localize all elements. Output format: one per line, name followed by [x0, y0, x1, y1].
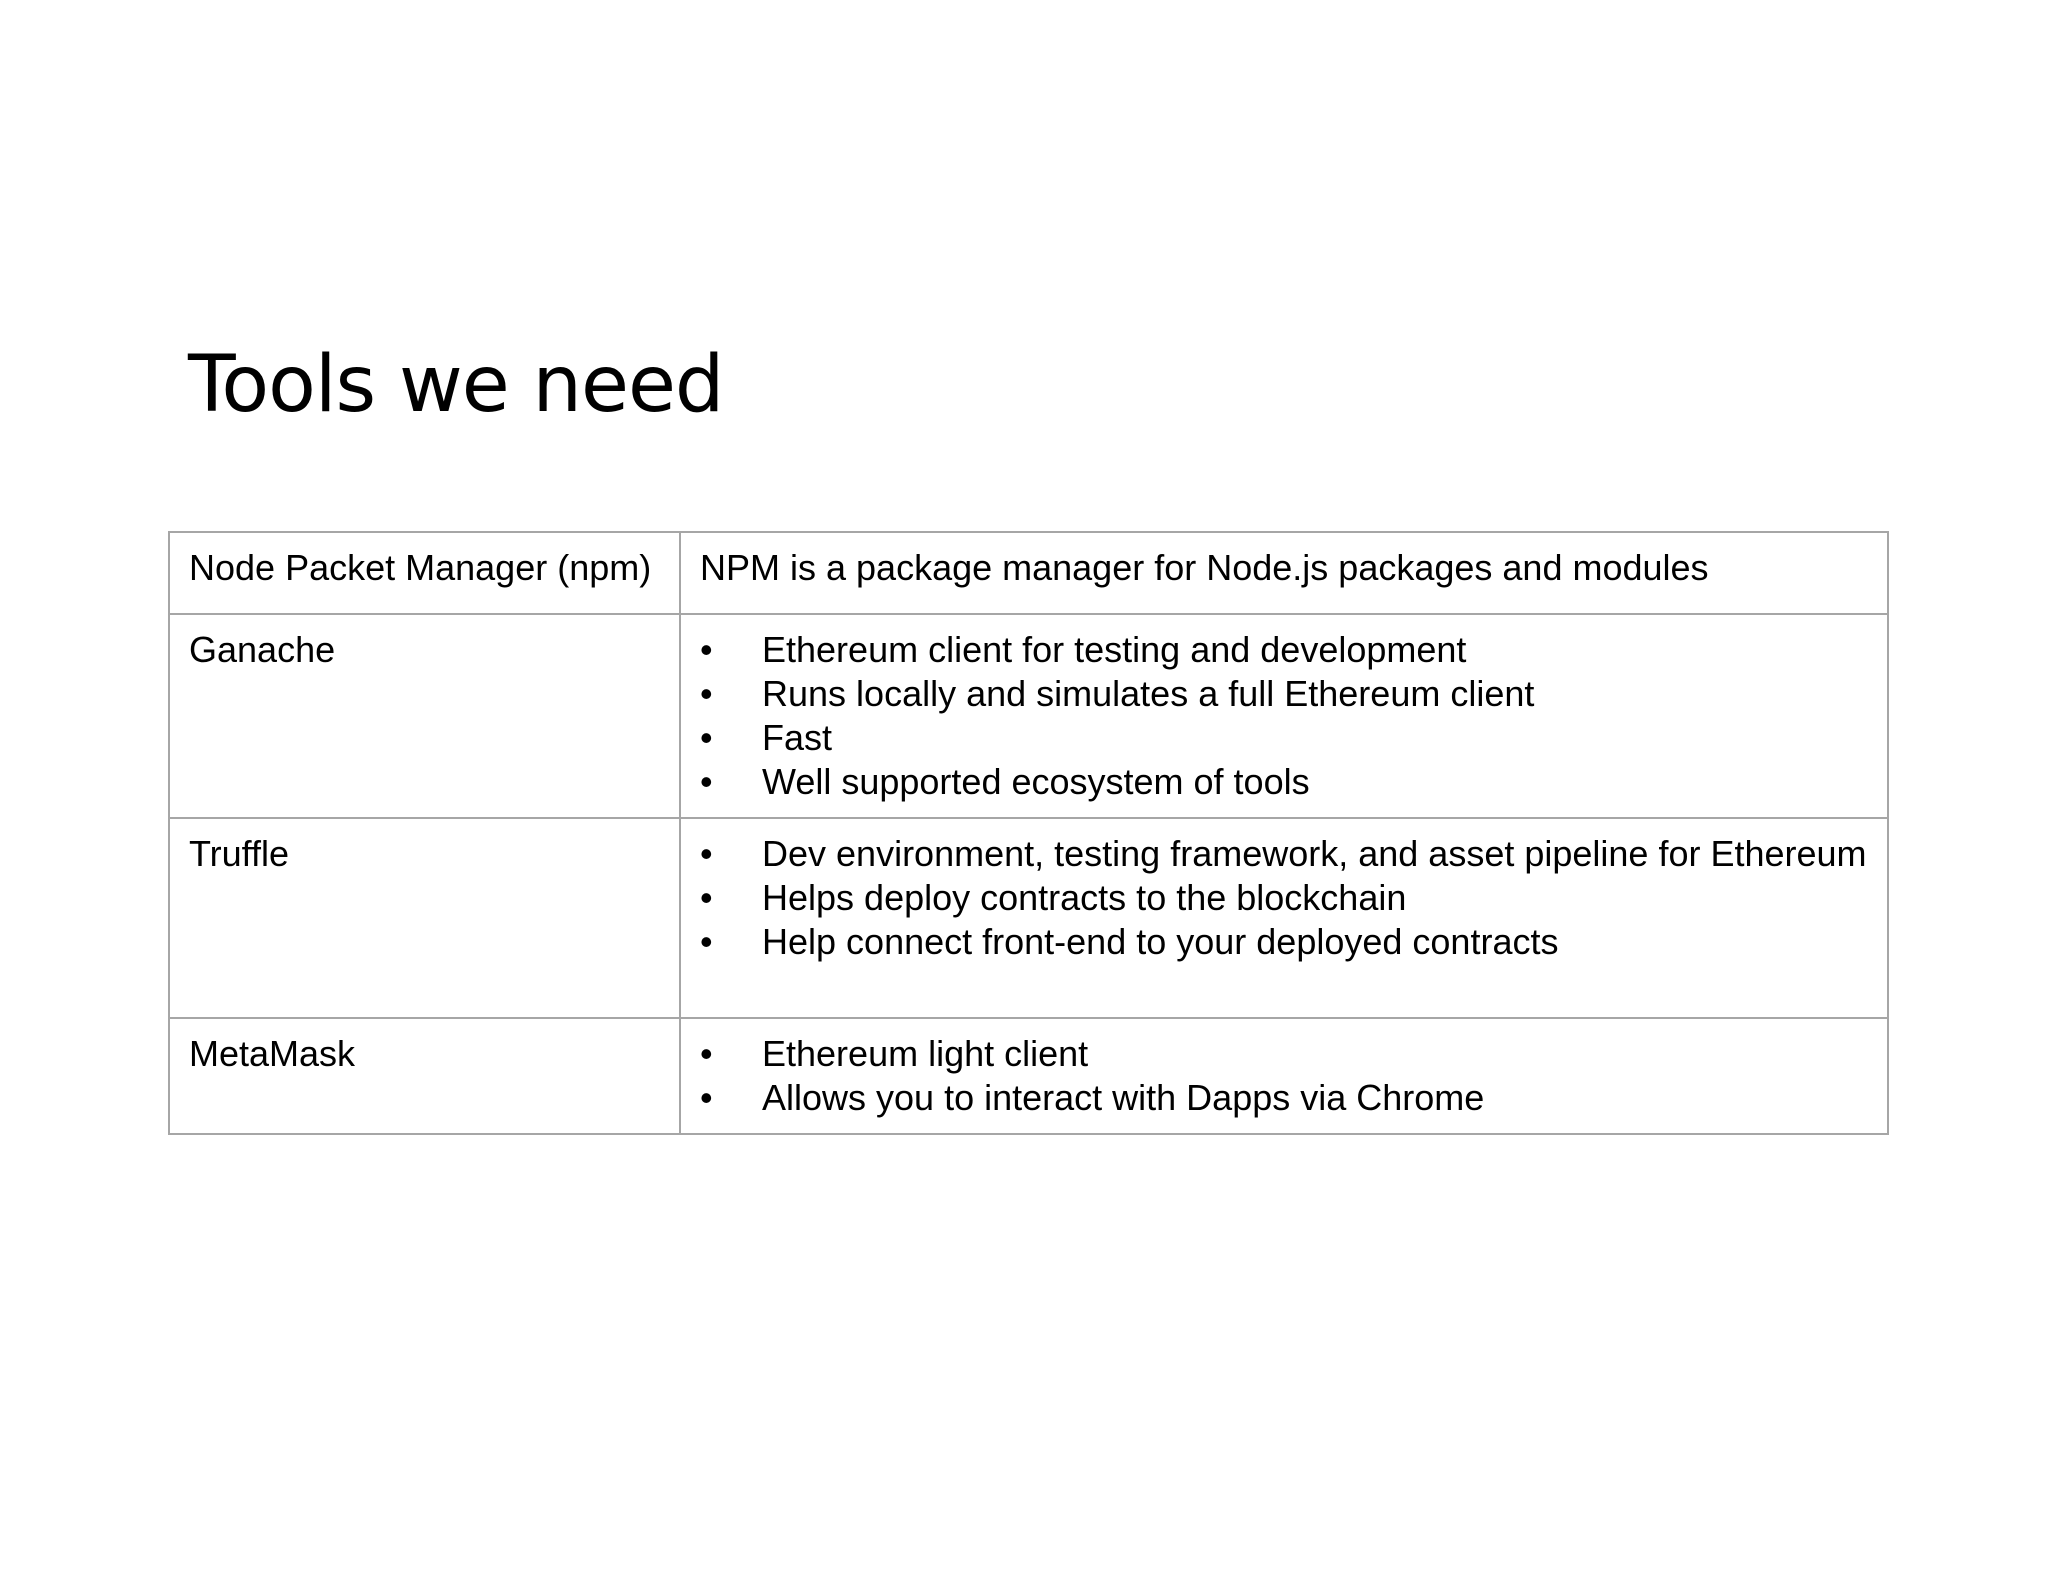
bullet-text: Ethereum client for testing and development — [762, 629, 1467, 670]
tool-name: Node Packet Manager (npm) — [189, 547, 652, 588]
tool-name-cell — [169, 818, 680, 1018]
bullet-text: Well supported ecosystem of tools — [762, 761, 1310, 802]
bullet-text: Runs locally and simulates a full Ethereum client — [762, 673, 1535, 714]
bullet-icon: • — [700, 1033, 713, 1074]
list-item — [700, 1032, 1869, 1076]
tool-description-cell — [680, 1018, 1888, 1134]
bullet-icon: • — [700, 629, 713, 670]
bullet-icon: • — [700, 833, 713, 874]
bullet-icon: • — [700, 761, 713, 802]
tool-name: Ganache — [189, 629, 336, 670]
table-row-npm — [169, 532, 1888, 614]
tools-table — [168, 531, 1889, 1135]
tool-description-cell — [680, 532, 1888, 614]
list-item — [700, 920, 1869, 964]
tool-name-cell — [169, 532, 680, 614]
tool-name-cell — [169, 614, 680, 818]
bullet-text: Fast — [762, 717, 833, 758]
bullet-list — [700, 832, 1869, 964]
slide-title: Tools we need — [188, 340, 724, 430]
bullet-text: Allows you to interact with Dapps via Chrome — [762, 1077, 1485, 1118]
bullet-text: Help connect front-end to your deployed contracts — [762, 921, 1559, 962]
tool-name: Truffle — [189, 833, 290, 874]
list-item — [700, 876, 1869, 920]
bullet-text: Dev environment, testing framework, and asset pipeline for Ethereum — [762, 833, 1867, 874]
bullet-icon: • — [700, 921, 713, 962]
bullet-icon: • — [700, 673, 713, 714]
tool-description-cell — [680, 614, 1888, 818]
bullet-list — [700, 1032, 1869, 1120]
list-item — [700, 672, 1869, 716]
list-item — [700, 628, 1869, 672]
table-row-truffle — [169, 818, 1888, 1018]
list-item — [700, 760, 1869, 804]
table-row-metamask — [169, 1018, 1888, 1134]
tool-name-cell — [169, 1018, 680, 1134]
bullet-icon: • — [700, 717, 713, 758]
list-item — [700, 716, 1869, 760]
list-item — [700, 1076, 1869, 1120]
bullet-text: Ethereum light client — [762, 1033, 1089, 1074]
tool-description: NPM is a package manager for Node.js packages and modules — [700, 547, 1709, 588]
bullet-icon: • — [700, 877, 713, 918]
bullet-icon: • — [700, 1077, 713, 1118]
bullet-list — [700, 628, 1869, 804]
tool-name: MetaMask — [189, 1033, 356, 1074]
bullet-text: Helps deploy contracts to the blockchain — [762, 877, 1407, 918]
table-row-ganache — [169, 614, 1888, 818]
list-item — [700, 832, 1869, 876]
tool-description-cell — [680, 818, 1888, 1018]
